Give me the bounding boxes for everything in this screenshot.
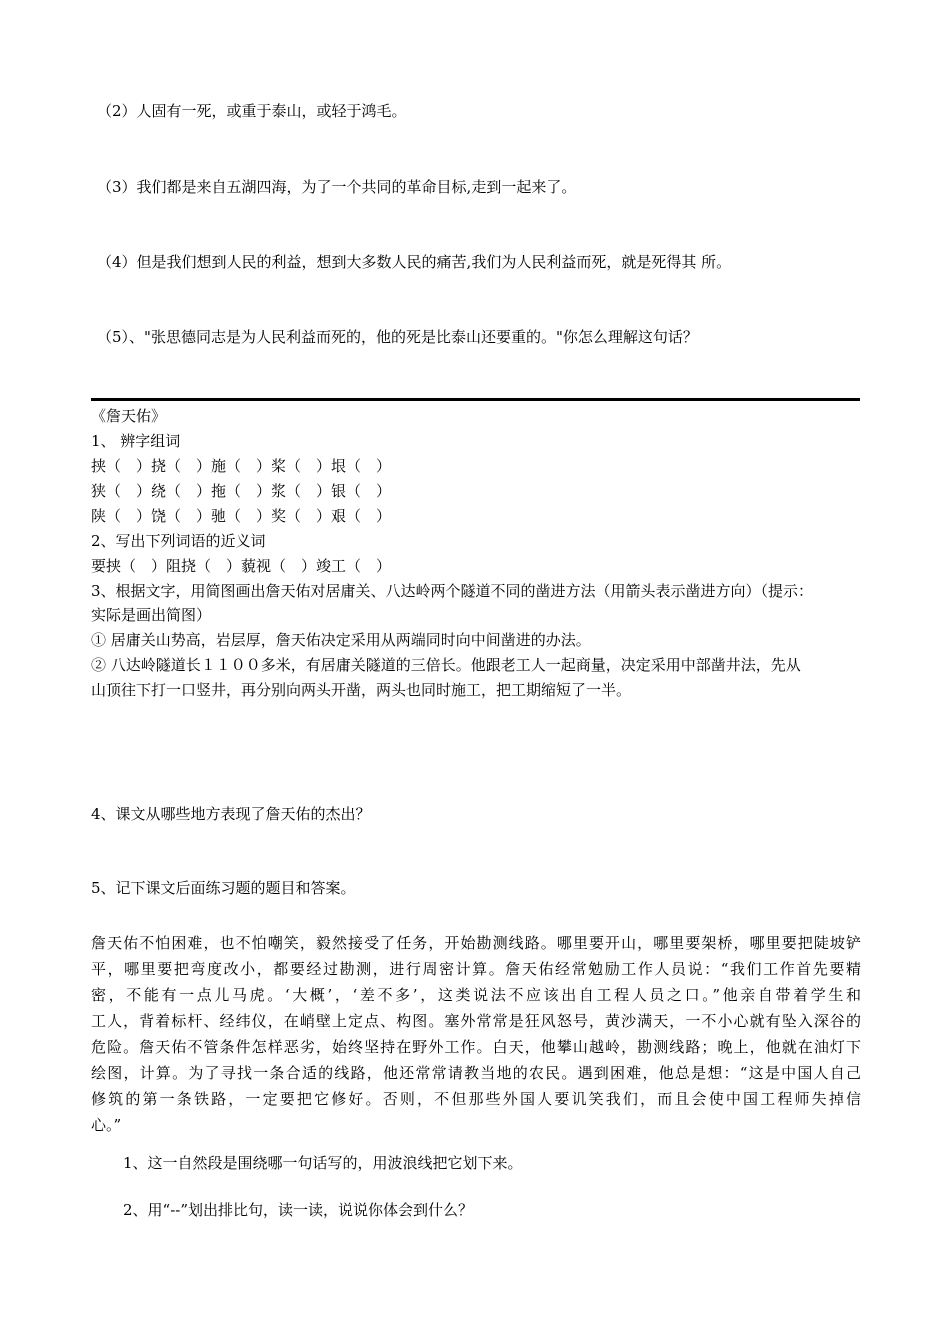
passage-line: 詹天佑不怕困难，也不怕嘲笑，毅然接受了任务，开始勘测线路。哪里要开山，哪里要架桥，哪里要把陡坡铲 [91,934,861,952]
question-5: （5）、"张思德同志是为人民利益而死的，他的死是比泰山还要重的。"你怎么理解这句话？ [97,328,698,346]
sub-question-1: 1、这一自然段是围绕哪一句话写的，用波浪线把它划下来。 [123,1154,523,1172]
q3-instruction: 3、根据文字，用简图画出詹天佑对居庸关、八达岭两个隧道不同的凿进方法（用箭头表示凿进方向）（提示： [91,582,814,600]
q2-words: 要挟（ ）阻挠（ ）藐视（ ）竣工（ ） [91,557,392,575]
q1-title: 1、 辨字组词 [91,432,181,450]
passage-line: 绘图，计算。为了寻找一条合适的线路，他还常常请教当地的农民。遇到困难，他总是想：“这是中国人自己 [91,1064,861,1082]
passage-line: 修筑的第一条铁路，一定要把它修好。否则，不但那些外国人要讥笑我们，而且会使中国工程师失掉信 [91,1090,861,1108]
sub-question-2: 2、用“--”划出排比句，读一读，说说你体会到什么？ [123,1201,474,1219]
q3-item-1: ① 居庸关山势高，岩层厚，詹天佑决定采用从两端同时向中间凿进的办法。 [91,631,591,649]
question-3: （3）我们都是来自五湖四海，为了一个共同的革命目标,走到一起来了。 [97,178,577,196]
q3-item-2-cont: 山顶往下打一口竖井，再分别向两头开凿，两头也同时施工，把工期缩短了一半。 [91,681,632,699]
q1-row: 狭（ ）绕（ ）拖（ ）浆（ ）银（ ） [91,482,392,500]
passage-line: 工人，背着标杆、经纬仪，在峭壁上定点、构图。塞外常常是狂风怒号，黄沙满天，一不小心就有坠入深谷的 [91,1012,861,1030]
section-divider [91,398,860,401]
reading-passage [91,930,861,1138]
passage-line: 密，不能有一点儿马虎。‘大概’，‘差不多’，这类说法不应该出自工程人员之口。”他亲自带着学生和 [91,986,861,1004]
q1-row: 挟（ ）挠（ ）施（ ）桨（ ）垠（ ） [91,457,392,475]
q1-row: 陕（ ）饶（ ）驰（ ）奖（ ）艰（ ） [91,507,392,525]
section-title: 《詹天佑》 [91,407,167,425]
question-4: （4）但是我们想到人民的利益，想到大多数人民的痛苦,我们为人民利益而死，就是死得其 所。 [97,253,732,271]
q3-item-2: ② 八达岭隧道长１１００多米，有居庸关隧道的三倍长。他跟老工人一起商量，决定采用中部凿井法，先从 [91,656,801,674]
q5: 5、记下课文后面练习题的题目和答案。 [91,879,356,897]
q2-title: 2、写出下列词语的近义词 [91,532,266,550]
passage-line: 危险。詹天佑不管条件怎样恶劣，始终坚持在野外工作。白天，他攀山越岭，勘测线路；晚上，他就在油灯下 [91,1038,861,1056]
passage-line: 心。” [91,1116,122,1134]
passage-line: 平，哪里要把弯度改小，都要经过勘测，进行周密计算。詹天佑经常勉励工作人员说：“我们工作首先要精 [91,960,861,978]
q4: 4、课文从哪些地方表现了詹天佑的杰出？ [91,805,371,823]
question-2: （2）人固有一死，或重于泰山，或轻于鸿毛。 [97,102,407,120]
q3-instruction-cont: 实际是画出简图） [91,606,212,624]
